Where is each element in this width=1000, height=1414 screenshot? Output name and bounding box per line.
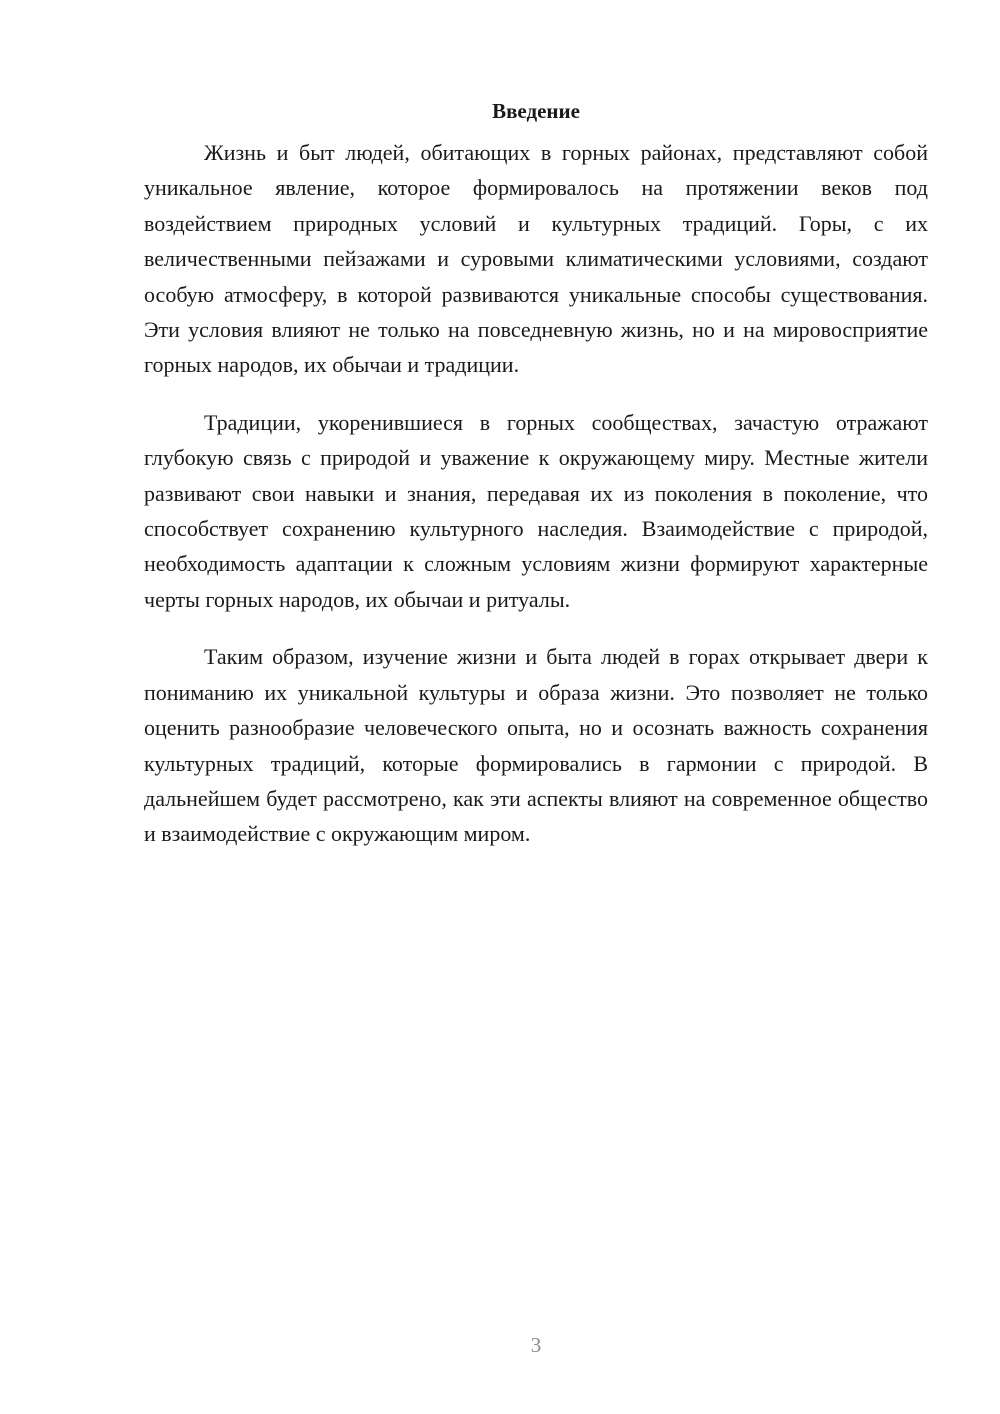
paragraph-3: Таким образом, изучение жизни и быта людей в горах открывает двери к пониманию их уникальной культуры и образа жизни. Это позволяет не только оценить разнообразие человеческого опыта, но и осознать важность сохранения культурных традиций, которые формировались в гармонии с природой. В дальнейшем будет рассмотрено, как эти аспекты влияют на современное общество и взаимодействие с окружающим миром. (144, 644, 928, 847)
paragraph-2: Традиции, укоренившиеся в горных сообществах, зачастую отражают глубокую связь с природой и уважение к окружающему миру. Местные жители развивают свои навыки и знания, передавая их из поколения в поколение, что способствует сохранению культурного наследия. Взаимодействие с природой, необходимость адаптации к сложным условиям жизни формируют характерные черты горных народов, их обычаи и ритуалы. (144, 409, 928, 612)
section-title: Введение (492, 99, 580, 123)
page-number: 3 (530, 1333, 542, 1357)
paragraph-1: Жизнь и быт людей, обитающих в горных районах, представляют собой уникальное явление, которое формировалось на протяжении веков под воздействием природных условий и культурных традиций. Горы, с их величественными пейзажами и суровыми климатическими условиями, создают особую атмосферу, в которой развиваются уникальные способы существования. Эти условия влияют не только на повседневную жизнь, но и на мировосприятие горных народов, их обычаи и традиции. (144, 140, 928, 378)
page-content (144, 95, 928, 852)
